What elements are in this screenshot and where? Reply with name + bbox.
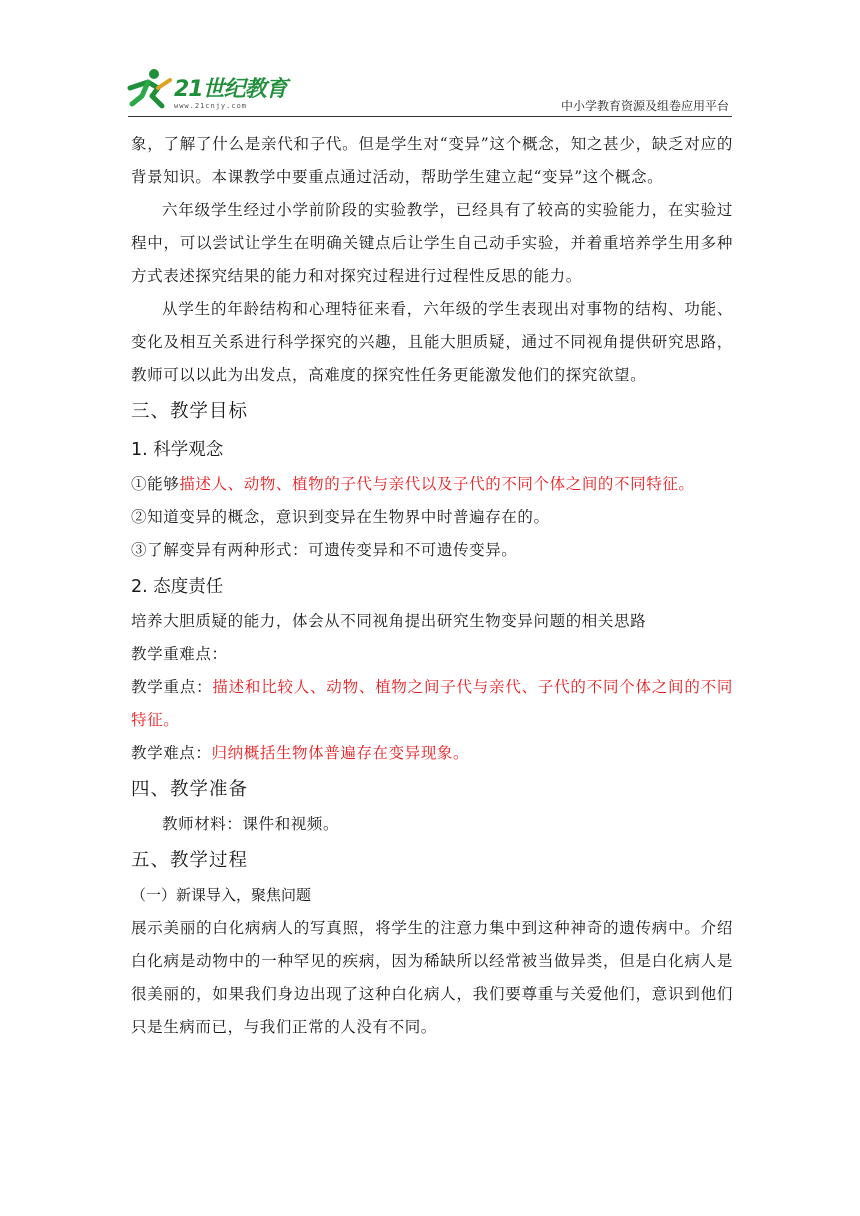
paragraph-3: 从学生的年龄结构和心理特征来看，六年级的学生表现出对事物的结构、功能、变化及相互关系进行科学探究的兴趣，且能大胆质疑，通过不同视角提供研究思路，教师可以以此为出发点，高难度的探究性任务更能激发他们的探究欲望。 [131,300,733,384]
platform-name: 中小学教育资源及组卷应用平台 [560,99,729,113]
key-point-label: 教学重点： [131,678,213,696]
difficult-point [131,737,733,770]
page-header [0,0,860,120]
section-3-title: 三、教学目标 [131,401,249,422]
step-1-title: （一）新课导入，聚焦问题 [131,886,312,904]
key-point [131,671,733,737]
difficult-point-label: 教学难点： [131,744,212,762]
goal-2: ②知道变异的概念，意识到变异在生物界中时普遍存在的。 [131,508,550,526]
paragraph-2: 六年级学生经过小学前阶段的实验教学，已经具有了较高的实验能力，在实验过程中，可以尝试让学生在明确关键点后让学生自己动手实验，并着重培养学生用多种方式表述探究结果的能力和对探究过程进行过程性反思的能力。 [131,201,733,285]
section-4-title: 四、教学准备 [131,779,249,800]
subsection-2-title: 2. 态度责任 [131,577,224,597]
key-point-highlight: 描述和比较人、动物、植物之间子代与亲代、子代的不同个体之间的不同特征。 [131,678,733,729]
intro-paragraph: 展示美丽的白化病病人的写真照，将学生的注意力集中到这种神奇的遗传病中。介绍白化病是动物中的一种罕见的疾病，因为稀缺所以经常被当做异类，但是白化病人是很美丽的，如果我们身边出现了这种白化病人，我们要尊重与关爱他们，意识到他们只是生病而已，与我们正常的人没有不同。 [131,919,733,1036]
section-5-title: 五、教学过程 [131,850,249,871]
goal-1 [131,468,733,501]
goal-3: ③了解变异有两种形式：可遗传变异和不可遗传变异。 [131,541,518,559]
paragraph-1: 象，了解了什么是亲代和子代。但是学生对“变异”这个概念，知之甚少，缺乏对应的背景知识。本课教学中要重点通过活动，帮助学生建立起“变异”这个概念。 [131,135,733,186]
document-body [131,128,733,1044]
key-difficulty-title: 教学重难点： [131,645,228,663]
goal-1-prefix: ①能够 [131,475,180,493]
header-divider [128,116,732,117]
subsection-1-title: 1. 科学观念 [131,440,224,460]
logo [124,66,294,116]
materials-text: 教师材料：课件和视频。 [162,815,340,833]
difficult-point-highlight: 归纳概括生物体普遍存在变异现象。 [211,744,470,762]
goal-1-highlight: 描述人、动物、植物的子代与亲代以及子代的不同个体之间的不同特征。 [179,475,695,493]
logo-text: 21世纪教育 [174,77,287,102]
logo-url: www.21cnjy.com [174,102,248,110]
attitude-text: 培养大胆质疑的能力，体会从不同视角提出研究生物变异问题的相关思路 [131,612,647,630]
runner-icon [124,66,174,112]
